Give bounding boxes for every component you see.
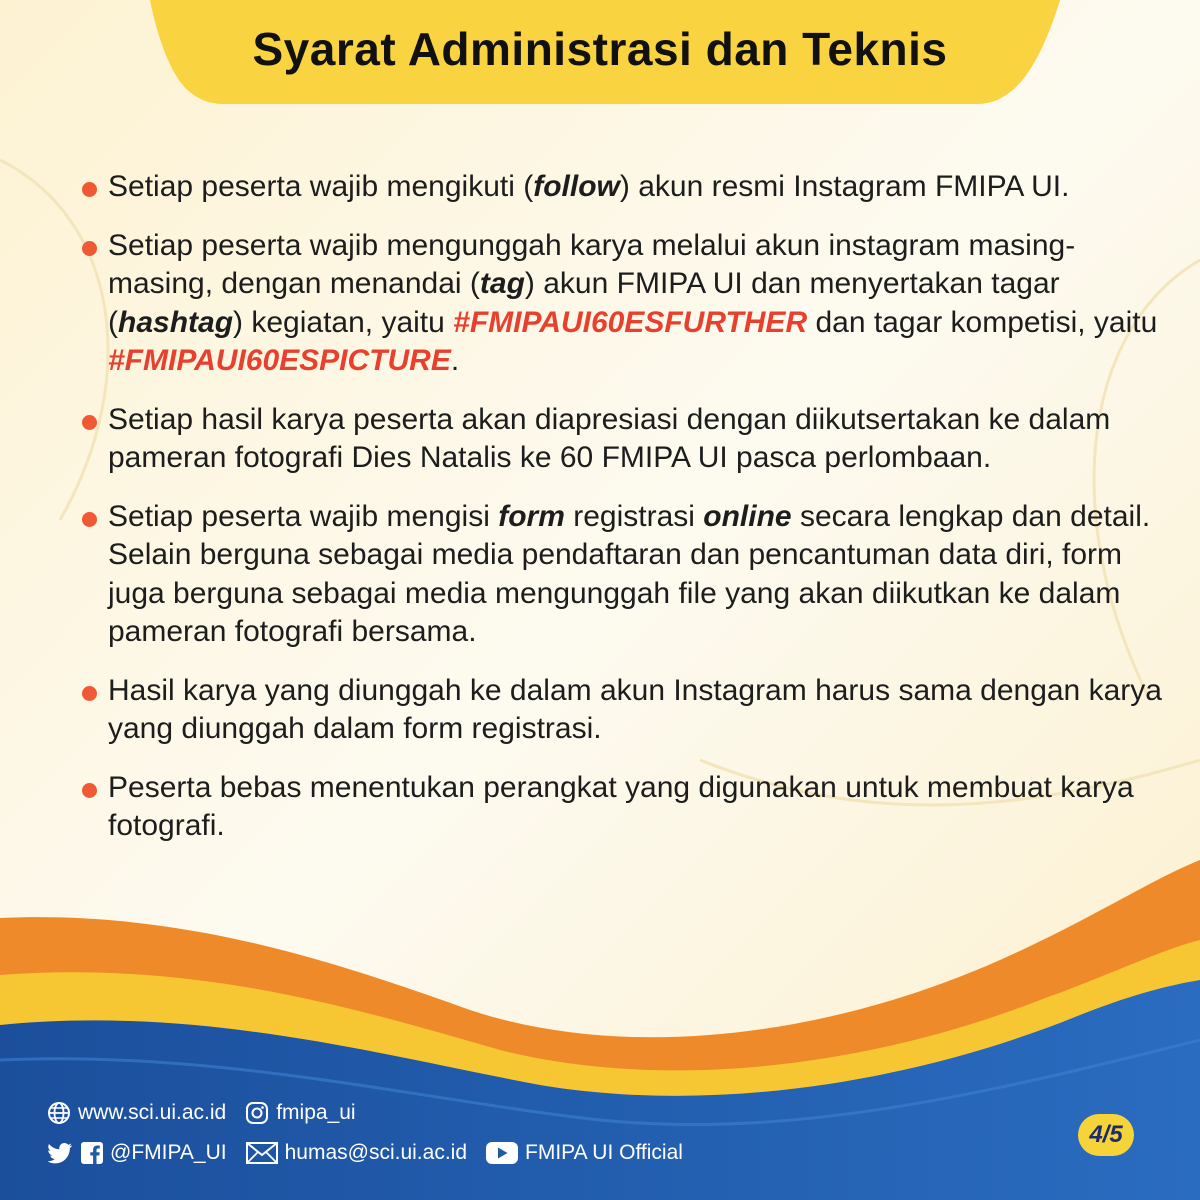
mail-icon [245, 1141, 279, 1165]
youtube-link[interactable] [485, 1141, 683, 1165]
bullet-dot [82, 415, 97, 430]
list-item: Hasil karya yang diunggah ke dalam akun Instagram harus sama dengan karya yang diunggah dalam form registrasi. [80, 672, 1165, 749]
hashtag-further: #FMIPAUI60ESFURTHER [453, 305, 808, 339]
twitter-icon [46, 1140, 74, 1166]
bullet-dot [82, 182, 97, 197]
email-text: humas@sci.ui.ac.id [284, 1141, 467, 1164]
page-indicator: 4/5 [1078, 1114, 1134, 1156]
list-item: Setiap hasil karya peserta akan diapresiasi dengan diikutsertakan ke dalam pameran fotografi Dies Natalis ke 60 FMIPA UI pasca perlombaan. [80, 401, 1165, 478]
bullet-dot [82, 783, 97, 798]
instagram-text: fmipa_ui [276, 1101, 356, 1124]
email-link[interactable] [245, 1141, 467, 1165]
list-item: Peserta bebas menentukan perangkat yang digunakan untuk membuat karya fotografi. [80, 769, 1165, 846]
page-title: Syarat Administrasi dan Teknis [252, 23, 948, 75]
facebook-icon [80, 1141, 104, 1165]
footer-row-1 [46, 1100, 374, 1126]
globe-icon [46, 1100, 72, 1126]
instagram-link[interactable] [244, 1100, 355, 1126]
title-area [0, 0, 1200, 110]
instagram-icon [244, 1100, 270, 1126]
website-link[interactable] [46, 1100, 226, 1126]
requirements-list [80, 168, 1165, 866]
list-item: Setiap peserta wajib mengunggah karya melalui akun instagram masing-masing, dengan menandai (tag) akun FMIPA UI dan menyertakan tagar (hashtag) kegiatan, yaitu #FMIPAUI60ESFURTHER dan tagar kompetisi, yaitu #FMIPAUI60ESPICTURE. [80, 227, 1165, 381]
website-text: www.sci.ui.ac.id [78, 1101, 227, 1124]
youtube-icon [485, 1141, 519, 1165]
bullet-dot [82, 686, 97, 701]
bullet-dot [82, 512, 97, 527]
twitter-facebook-link[interactable] [46, 1140, 227, 1166]
youtube-text: FMIPA UI Official [525, 1141, 683, 1164]
bullet-dot [82, 241, 97, 256]
list-item: Setiap peserta wajib mengikuti (follow) akun resmi Instagram FMIPA UI. [80, 168, 1165, 207]
hashtag-picture: #FMIPAUI60ESPICTURE [108, 344, 451, 377]
twitter-facebook-text: @FMIPA_UI [110, 1141, 227, 1164]
list-item: Setiap peserta wajib mengisi form registrasi online secara lengkap dan detail. Selain berguna sebagai media pendaftaran dan pencantuman data diri, form juga berguna sebagai media mengunggah file yang akan diikutkan ke dalam pameran fotografi bersama. [80, 498, 1165, 652]
footer-row-2 [46, 1140, 701, 1166]
